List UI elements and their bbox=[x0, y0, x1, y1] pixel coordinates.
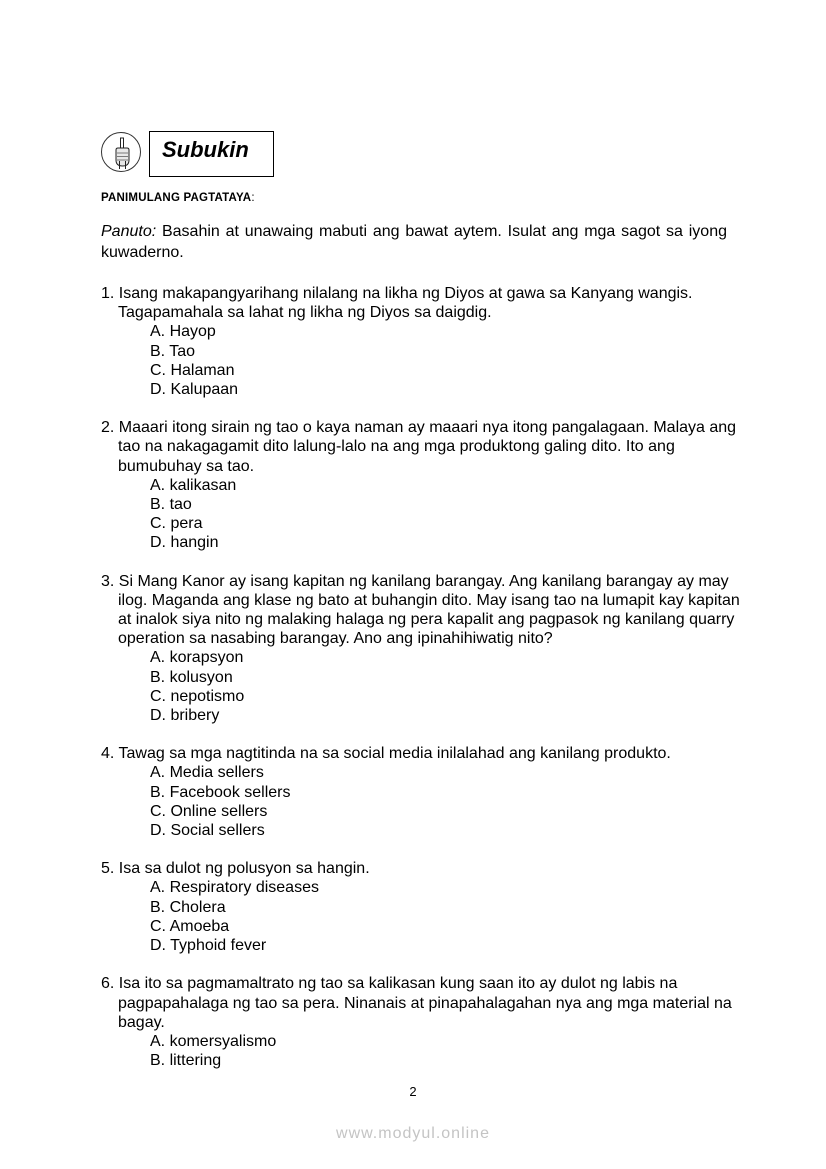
question-list bbox=[101, 284, 741, 1089]
section-label-colon: : bbox=[251, 192, 255, 204]
choice-item: B. tao bbox=[150, 496, 192, 514]
choice-item: C. pera bbox=[150, 515, 203, 533]
question-stem: 1. Isang makapangyarihang nilalang na likha ng Diyos at gawa sa Kanyang wangis. Tagapamahala sa lahat ng likha ng Diyos sa daigdig. bbox=[101, 285, 693, 322]
choice-item: C. nepotismo bbox=[150, 687, 245, 705]
question-2 bbox=[101, 418, 741, 552]
choice-item: D. bribery bbox=[150, 707, 220, 725]
choice-list bbox=[101, 322, 741, 399]
choice-item: C. Halaman bbox=[150, 361, 235, 379]
choice-item: A. komersyalismo bbox=[150, 1032, 277, 1050]
question-stem: 5. Isa sa dulot ng polusyon sa hangin. bbox=[101, 860, 370, 878]
section-label bbox=[101, 192, 255, 204]
choice-item: C. Amoeba bbox=[150, 917, 230, 935]
choice-item: B. Cholera bbox=[150, 898, 226, 916]
choice-list bbox=[101, 476, 741, 553]
section-label-text: PANIMULANG PAGTATAYA bbox=[101, 192, 252, 204]
instructions bbox=[101, 221, 727, 263]
section-title: Subukin bbox=[149, 131, 274, 177]
question-5 bbox=[101, 859, 741, 955]
page-number: 2 bbox=[409, 1084, 417, 1099]
choice-item: D. Kalupaan bbox=[150, 381, 239, 399]
instructions-lead: Panuto: bbox=[101, 223, 157, 240]
watermark: www.modyul.online bbox=[336, 1125, 490, 1142]
choice-item: D. Typhoid fever bbox=[150, 937, 267, 955]
choice-item: A. Respiratory diseases bbox=[150, 879, 319, 897]
choice-item: D. hangin bbox=[150, 534, 219, 552]
choice-list bbox=[101, 878, 741, 955]
choice-list bbox=[101, 1032, 741, 1070]
choice-item: A. Hayop bbox=[150, 323, 216, 341]
question-stem: 4. Tawag sa mga nagtitinda na sa social media inilalahad ang kanilang produkto. bbox=[101, 745, 671, 763]
question-stem: 2. Maaari itong sirain ng tao o kaya naman ay maaari nya itong pangalagaan. Malaya ang tao na nakagagamit dito lalung-lalo na ang mga produktong galing dito. Ito ang bumubuhay sa tao. bbox=[101, 419, 737, 475]
choice-item: C. Online sellers bbox=[150, 802, 268, 820]
choice-item: A. korapsyon bbox=[150, 649, 244, 667]
instructions-text: Basahin at unawaing mabuti ang bawat aytem. Isulat ang mga sagot sa iyong kuwaderno. bbox=[101, 223, 727, 261]
question-3 bbox=[101, 572, 741, 726]
choice-item: B. kolusyon bbox=[150, 668, 233, 686]
choice-item: D. Social sellers bbox=[150, 822, 265, 840]
choice-list bbox=[101, 763, 741, 840]
choice-item: B. Tao bbox=[150, 342, 196, 360]
question-stem: 3. Si Mang Kanor ay isang kapitan ng kanilang barangay. Ang kanilang barangay ay may ilog. Maganda ang klase ng bato at buhangin dito. May isang tao na lumapit kay kapitan at inalok siya nito ng malaking halaga ng pera kapalit ang pagpasok ng kanilang quarry operation sa nasabing barangay. Ano ang ipinahihiwatig nito? bbox=[101, 572, 740, 648]
question-4 bbox=[101, 744, 741, 840]
question-6 bbox=[101, 974, 741, 1070]
pointing-hand-icon bbox=[101, 132, 141, 172]
choice-list bbox=[101, 648, 741, 725]
question-1 bbox=[101, 284, 741, 399]
choice-item: A. kalikasan bbox=[150, 476, 237, 494]
choice-item: A. Media sellers bbox=[150, 764, 264, 782]
choice-item: B. Facebook sellers bbox=[150, 783, 291, 801]
question-stem: 6. Isa ito sa pagmamaltrato ng tao sa kalikasan kung saan ito ay dulot ng labis na pagpapahalaga ng tao sa pera. Ninanais at pinapahalagahan nya ang mga material na bagay. bbox=[101, 975, 732, 1031]
choice-item: B. littering bbox=[150, 1052, 222, 1070]
